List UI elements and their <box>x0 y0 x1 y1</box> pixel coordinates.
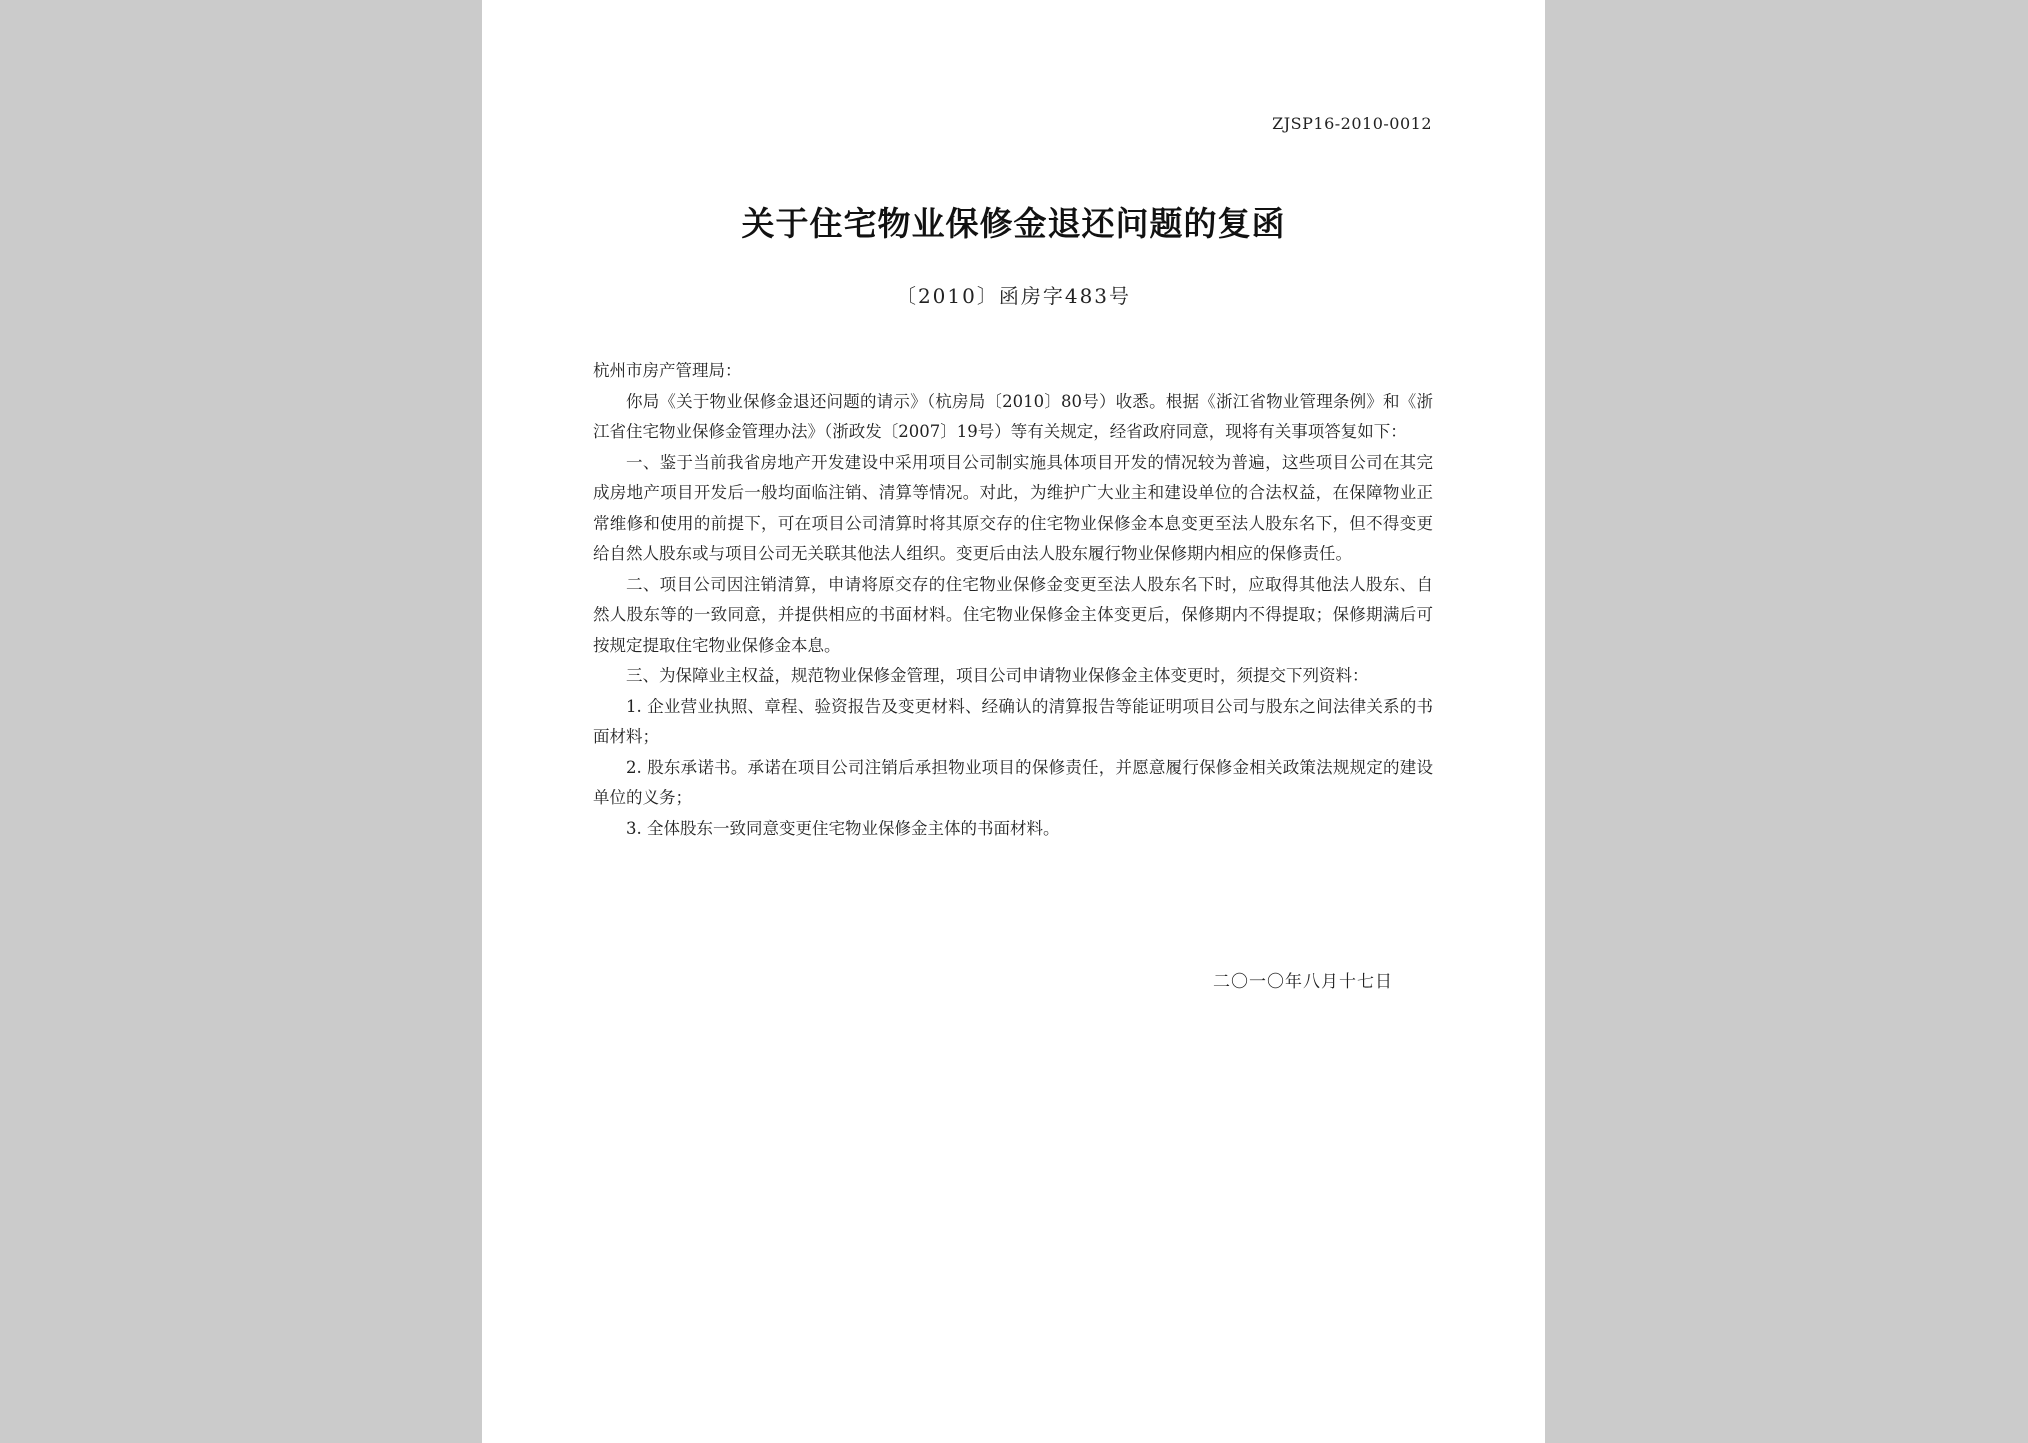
document-code: ZJSP16-2010-0012 <box>1272 114 1432 133</box>
list-item-2: 2. 股东承诺书。承诺在项目公司注销后承担物业项目的保修责任，并愿意履行保修金相关政策法规规定的建设单位的义务； <box>593 757 1433 807</box>
list-item-1: 1. 企业营业执照、章程、验资报告及变更材料、经确认的清算报告等能证明项目公司与股东之间法律关系的书面材料； <box>593 696 1433 746</box>
document-page <box>482 0 1545 1443</box>
document-number: 〔2010〕函房字483号 <box>895 284 1132 308</box>
document-date: 二〇一〇年八月十七日 <box>1213 972 1393 992</box>
body-paragraph-3: 三、为保障业主权益，规范物业保修金管理，项目公司申请物业保修金主体变更时，须提交下列资料： <box>626 666 1369 685</box>
list-item-3: 3. 全体股东一致同意变更住宅物业保修金主体的书面材料。 <box>626 818 1060 838</box>
document-body <box>593 356 1433 844</box>
body-paragraph-intro: 你局《关于物业保修金退还问题的请示》（杭房局〔2010〕80号）收悉。根据《浙江省物业管理条例》和《浙江省住宅物业保修金管理办法》（浙政发〔2007〕19号）等有关规定，经省政府同意，现将有关事项答复如下： <box>593 391 1433 441</box>
body-paragraph-2: 二、项目公司因注销清算，申请将原交存的住宅物业保修金变更至法人股东名下时，应取得其他法人股东、自然人股东等的一致同意，并提供相应的书面材料。住宅物业保修金主体变更后，保修期内不得提取；保修期满后可按规定提取住宅物业保修金本息。 <box>593 574 1433 655</box>
body-paragraph-1: 一、鉴于当前我省房地产开发建设中采用项目公司制实施具体项目开发的情况较为普遍，这些项目公司在其完成房地产项目开发后一般均面临注销、清算等情况。对此，为维护广大业主和建设单位的合法权益，在保障物业正常维修和使用的前提下，可在项目公司清算时将其原交存的住宅物业保修金本息变更至法人股东名下，但不得变更给自然人股东或与项目公司无关联其他法人组织。变更后由法人股东履行物业保修期内相应的保修责任。 <box>593 452 1433 563</box>
addressee: 杭州市房产管理局： <box>593 361 742 380</box>
document-title: 关于住宅物业保修金退还问题的复函 <box>741 204 1286 243</box>
